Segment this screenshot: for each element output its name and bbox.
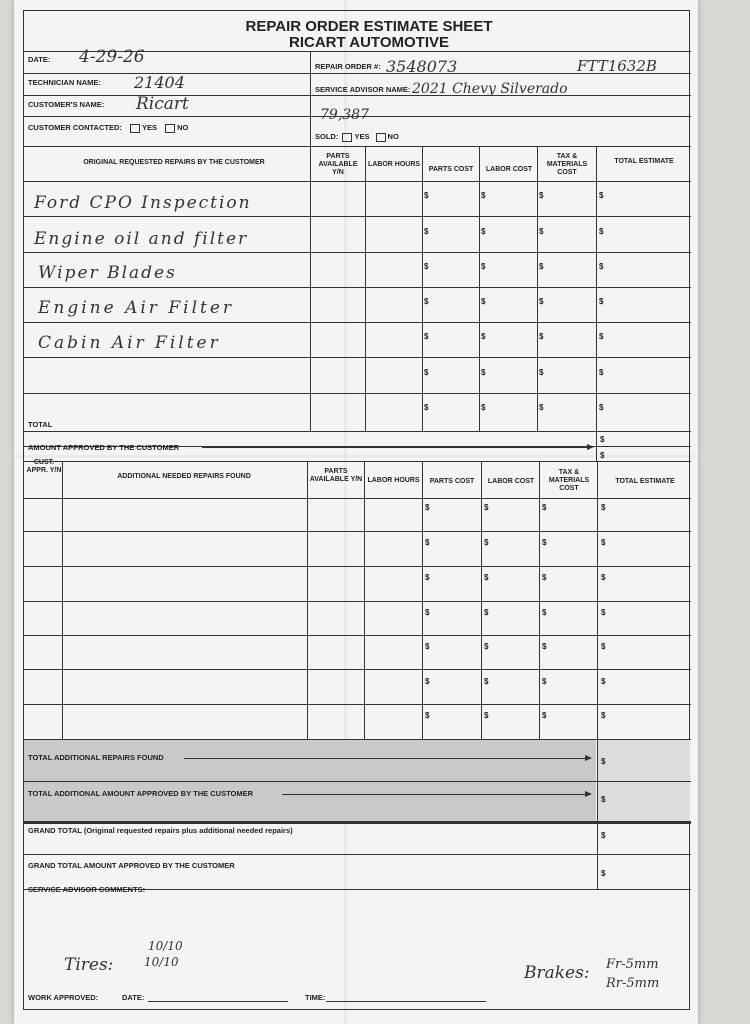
t1-col3 [422, 146, 423, 431]
t1-dollar-r5-c3: $ [539, 332, 544, 341]
t2-dollar-r2-c2: $ [484, 538, 489, 547]
t2-dollar-r7-c4: $ [601, 711, 606, 720]
grand-total-approved-label: GRAND TOTAL AMOUNT APPROVED BY THE CUSTOMER [28, 861, 235, 870]
t2-dollar-r5-c3: $ [542, 642, 547, 651]
t1-row-rule [24, 252, 691, 253]
work-approved-label: WORK APPROVED: [28, 993, 99, 1002]
repair-order-form [23, 10, 690, 1010]
t1-row-rule [24, 431, 691, 432]
t2-dollar-r3-c1: $ [425, 573, 430, 582]
customer-label: CUSTOMER'S NAME: [28, 100, 105, 109]
t2-dollar-r6-c1: $ [425, 677, 430, 686]
t2-header-tax: TAX & MATERIALS COST [548, 469, 590, 492]
mileage-value: 79,387 [320, 107, 369, 123]
t2-dollar-r4-c2: $ [484, 608, 489, 617]
form-header [234, 19, 504, 51]
t2-dollar-r7-c2: $ [484, 711, 489, 720]
t2-row-rule [24, 531, 691, 532]
t1-approved-dollar: $ [600, 451, 605, 460]
sold-label: SOLD: [315, 132, 339, 141]
t1-dollar-r7-c4: $ [599, 403, 604, 412]
t2-row-rule [24, 635, 691, 636]
repair-order-value: 3548073 [386, 57, 458, 76]
t2-dollar-r7-c1: $ [425, 711, 430, 720]
work-approved-time-label: TIME: [305, 993, 326, 1002]
t2-dollar-r2-c1: $ [425, 538, 430, 547]
t1-repair-3: Wiper Blades [38, 263, 177, 283]
total-additional-approved-label: TOTAL ADDITIONAL AMOUNT APPROVED BY THE CUSTOMER [28, 789, 254, 798]
t2-header-parts-available: PARTS AVAILABLE Y/N [309, 468, 363, 483]
t1-repair-1: Ford CPO Inspection [34, 193, 252, 213]
t1-col2 [365, 146, 366, 431]
t1-repair-5: Cabin Air Filter [38, 333, 221, 353]
contacted-no-label: NO [177, 123, 189, 132]
t1-dollar-r2-c2: $ [481, 227, 486, 236]
t1-header-total: TOTAL ESTIMATE [614, 158, 674, 165]
t1-dollar-r3-c4: $ [599, 262, 604, 271]
t2-col5 [539, 461, 540, 739]
t1-col6 [596, 146, 597, 461]
date-value: 4-29-26 [79, 47, 145, 67]
t1-dollar-r7-c1: $ [424, 403, 429, 412]
t1-col5 [537, 146, 538, 431]
t1-dollar-r7-c3: $ [539, 403, 544, 412]
t1-dollar-r1-c2: $ [481, 191, 486, 200]
total-additional-approved-dollar: $ [601, 795, 606, 804]
t2-dollar-r1-c4: $ [601, 503, 606, 512]
summary-bottom-rule [24, 821, 691, 824]
t2-row-rule [24, 601, 691, 602]
t1-dollar-r6-c1: $ [424, 368, 429, 377]
contacted-yes-label: YES [141, 123, 157, 132]
t2-dollar-r5-c2: $ [484, 642, 489, 651]
t1-approved-label: AMOUNT APPROVED BY THE CUSTOMER [28, 443, 180, 452]
t1-dollar-r4-c4: $ [599, 297, 604, 306]
t1-repair-4: Engine Air Filter [38, 298, 235, 318]
grand-total-note: (Original requested repairs plus additional needed repairs) [83, 826, 293, 835]
t1-dollar-r6-c4: $ [599, 368, 604, 377]
header-divider [310, 51, 311, 146]
t2-dollar-r3-c2: $ [484, 573, 489, 582]
t1-dollar-r3-c3: $ [539, 262, 544, 271]
company-name: RICART AUTOMOTIVE [289, 34, 449, 51]
t1-approved-arrow [202, 447, 592, 448]
grand-total-divider [597, 821, 598, 889]
grand-total-rule [24, 854, 691, 855]
t1-col1 [310, 146, 311, 431]
total-additional-dollar: $ [601, 757, 606, 766]
t2-dollar-r1-c1: $ [425, 503, 430, 512]
t2-row-rule [24, 669, 691, 670]
summary-rule [24, 781, 691, 782]
t2-dollar-r3-c3: $ [542, 573, 547, 582]
sold-yes-checkbox[interactable] [342, 133, 352, 142]
t2-dollar-r2-c3: $ [542, 538, 547, 547]
t1-header-parts-available: PARTS AVAILABLE Y/N [318, 153, 358, 176]
t1-dollar-r4-c1: $ [424, 297, 429, 306]
t2-dollar-r3-c4: $ [601, 573, 606, 582]
customer-contacted [28, 123, 188, 133]
t2-dollar-r7-c3: $ [542, 711, 547, 720]
sold-yes-label: YES [354, 132, 370, 141]
t1-dollar-r3-c1: $ [424, 262, 429, 271]
total-additional-label: TOTAL ADDITIONAL REPAIRS FOUND [28, 753, 164, 762]
t1-header-labor-hours: LABOR HOURS [367, 161, 421, 168]
sold-no-checkbox[interactable] [376, 133, 386, 142]
t1-dollar-r7-c2: $ [481, 403, 486, 412]
contacted-label: CUSTOMER CONTACTED: [28, 123, 122, 132]
grand-total-dollar: $ [601, 831, 606, 840]
contacted-yes-checkbox[interactable] [130, 124, 140, 133]
table2-header-rule [24, 498, 691, 499]
t1-dollar-r2-c4: $ [599, 227, 604, 236]
t1-row-rule [24, 357, 691, 358]
t2-row-rule [24, 566, 691, 567]
comments-label: SERVICE ADVISOR COMMENTS: [28, 885, 146, 894]
t1-bottom-rule [24, 461, 691, 462]
tires-top: 10/10 [148, 939, 183, 953]
t1-header-labor-cost: LABOR COST [485, 166, 533, 173]
tires-label: Tires: [64, 955, 114, 975]
t2-dollar-r4-c3: $ [542, 608, 547, 617]
t1-dollar-r4-c2: $ [481, 297, 486, 306]
t1-row-rule [24, 393, 691, 394]
t1-dollar-r1-c3: $ [539, 191, 544, 200]
technician-label: TECHNICIAN NAME: [28, 78, 101, 87]
t2-header-repairs: ADDITIONAL NEEDED REPAIRS FOUND [117, 473, 251, 480]
vehicle-value: 2021 Chevy Silverado [412, 81, 568, 97]
contacted-no-checkbox[interactable] [165, 124, 175, 133]
t2-header-parts-cost: PARTS COST [429, 478, 475, 485]
sold-field [315, 132, 399, 142]
t2-dollar-r1-c3: $ [542, 503, 547, 512]
t2-dollar-r4-c1: $ [425, 608, 430, 617]
t2-header-cust: CUST. APPR. Y/N [26, 459, 62, 474]
t2-dollar-r5-c1: $ [425, 642, 430, 651]
work-approved-date-line[interactable] [148, 1001, 288, 1002]
total-additional-arrow [184, 758, 590, 759]
t2-dollar-r6-c3: $ [542, 677, 547, 686]
t2-row-rule [24, 704, 691, 705]
service-advisor-label: SERVICE ADVISOR NAME: [315, 85, 411, 94]
t2-col4 [481, 461, 482, 739]
technician-value: 21404 [134, 73, 185, 92]
t2-header-labor-hours: LABOR HOURS [367, 477, 420, 484]
t2-dollar-r6-c4: $ [601, 677, 606, 686]
grand-total-label: GRAND TOTAL [28, 826, 82, 835]
brakes-label: Brakes: [524, 963, 590, 983]
t1-row-rule [24, 322, 691, 323]
form-title: REPAIR ORDER ESTIMATE SHEET [245, 18, 493, 35]
brakes-rear: Rr-5mm [606, 976, 660, 991]
customer-value: Ricart [136, 94, 189, 114]
t1-header-repairs: ORIGINAL REQUESTED REPAIRS BY THE CUSTOMER [83, 159, 265, 166]
t2-dollar-r1-c2: $ [484, 503, 489, 512]
sold-no-label: NO [387, 132, 399, 141]
t2-header-total: TOTAL ESTIMATE [615, 478, 675, 485]
t1-row-rule [24, 216, 691, 217]
t2-dollar-r6-c2: $ [484, 677, 489, 686]
t1-dollar-r6-c3: $ [539, 368, 544, 377]
t2-dollar-r4-c4: $ [601, 608, 606, 617]
t2-col2 [364, 461, 365, 739]
t1-total-approved-dollar: $ [600, 435, 605, 444]
t2-col3 [422, 461, 423, 739]
t1-repair-2: Engine oil and filter [34, 229, 249, 249]
tires-bottom: 10/10 [144, 955, 179, 969]
t1-dollar-r1-c1: $ [424, 191, 429, 200]
t2-col1 [307, 461, 308, 739]
total-additional-approved-arrow [282, 794, 590, 795]
grand-total-field [28, 826, 293, 835]
t2-header-labor-cost: LABOR COST [487, 478, 535, 485]
date-label: DATE: [28, 55, 51, 64]
t1-row-rule [24, 287, 691, 288]
t1-dollar-r6-c2: $ [481, 368, 486, 377]
t1-dollar-r2-c3: $ [539, 227, 544, 236]
t1-col4 [479, 146, 480, 431]
stock-number: FTT1632B [577, 57, 657, 75]
work-approved-date-label: DATE: [122, 993, 145, 1002]
grand-total-approved-dollar: $ [601, 869, 606, 878]
t1-dollar-r5-c2: $ [481, 332, 486, 341]
t1-dollar-r4-c3: $ [539, 297, 544, 306]
repair-order-label: REPAIR ORDER #: [315, 62, 381, 71]
t1-dollar-r2-c1: $ [424, 227, 429, 236]
table1-header-rule [24, 181, 691, 182]
header-rule-3 [24, 95, 691, 96]
t1-dollar-r3-c2: $ [481, 262, 486, 271]
t2-dollar-r2-c4: $ [601, 538, 606, 547]
work-approved-time-line[interactable] [326, 1001, 486, 1002]
t1-dollar-r5-c1: $ [424, 332, 429, 341]
table1-top-rule [24, 146, 691, 147]
t1-dollar-r1-c4: $ [599, 191, 604, 200]
t1-header-tax: TAX & MATERIALS COST [546, 153, 588, 176]
t1-dollar-r5-c4: $ [599, 332, 604, 341]
t1-header-parts-cost: PARTS COST [428, 166, 474, 173]
t1-total-label: TOTAL [28, 420, 53, 429]
t2-col0 [62, 461, 63, 739]
brakes-front: Fr-5mm [606, 957, 659, 972]
t2-dollar-r5-c4: $ [601, 642, 606, 651]
